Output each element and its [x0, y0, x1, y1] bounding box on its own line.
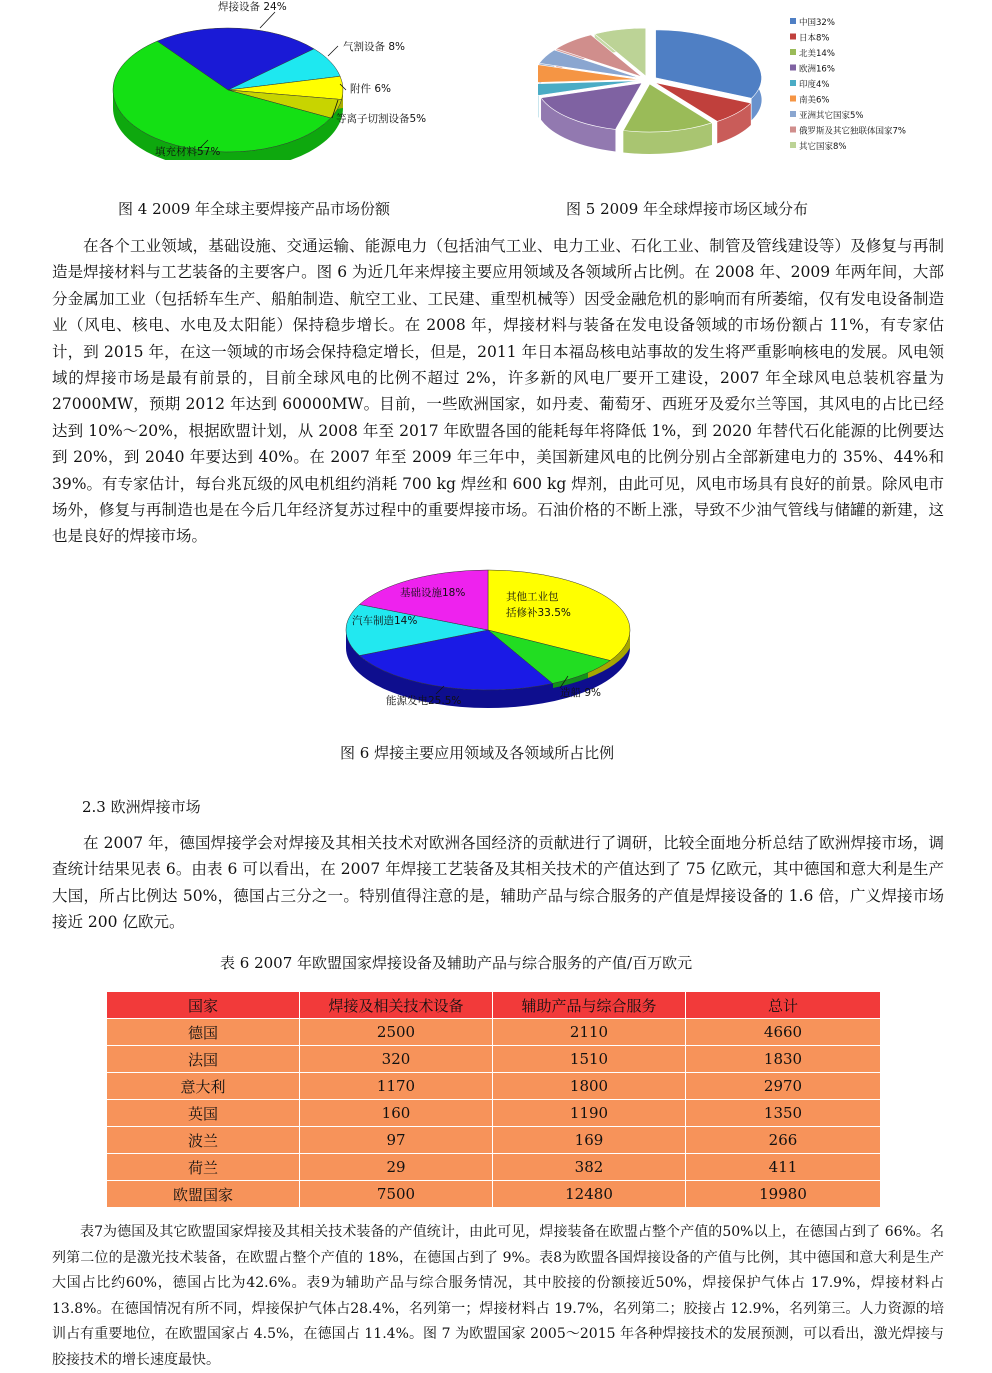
fig5-legend-swatch: [790, 142, 796, 148]
table-cell: 4660: [686, 1019, 881, 1046]
table6-wrapper: [106, 991, 881, 1208]
table6: [106, 991, 881, 1208]
table-header-cell: 辅助产品与综合服务: [493, 992, 686, 1019]
table-cell: 97: [300, 1127, 493, 1154]
fig5-legend-label: 印度4%: [799, 79, 830, 90]
table-cell: 266: [686, 1127, 881, 1154]
fig5-legend-swatch: [790, 49, 796, 55]
fig4-pie-chart: [100, 0, 460, 160]
table-cell: 英国: [107, 1100, 300, 1127]
fig5-legend-label: 北美14%: [799, 48, 835, 59]
figure-5: [538, 14, 938, 174]
table-cell: 2500: [300, 1019, 493, 1046]
table-header-row: [107, 992, 881, 1019]
table-cell: 欧盟国家: [107, 1181, 300, 1208]
table-row: [107, 1046, 881, 1073]
figure-6: [338, 560, 658, 710]
fig6-label-auto: 汽车制造14%: [352, 614, 417, 627]
fig5-legend-swatch: [790, 96, 796, 102]
fig6-label-shipbuilding: 造船 9%: [560, 686, 601, 699]
fig5-legend-swatch: [790, 111, 796, 117]
table-cell: 1170: [300, 1073, 493, 1100]
table-header-cell: 焊接及相关技术设备: [300, 992, 493, 1019]
table-cell: 382: [493, 1154, 686, 1181]
fig5-caption: 图 5 2009 年全球焊接市场区域分布: [566, 198, 808, 219]
fig5-legend-swatch: [790, 127, 796, 133]
fig5-legend-label: 南美6%: [799, 95, 830, 106]
fig5-legend-swatch: [790, 34, 796, 40]
fig5-legend: [790, 17, 906, 152]
table-header-cell: 总计: [686, 992, 881, 1019]
table-header-cell: 国家: [107, 992, 300, 1019]
fig4-caption: 图 4 2009 年全球主要焊接产品市场份额: [118, 198, 390, 219]
table-cell: 1800: [493, 1073, 686, 1100]
table-cell: 1190: [493, 1100, 686, 1127]
table-row: [107, 1127, 881, 1154]
table-row: [107, 1100, 881, 1127]
fig6-label-energy: 能源发电25.5%: [386, 694, 461, 707]
body-text: 在 2007 年，德国焊接学会对焊接及其相关技术对欧洲各国经济的贡献进行了调研，比较全面地分析总结了欧洲焊接市场，调查统计结果见表 6。由表 6 可以看出，在 2007 年焊接工艺装备及其相关技术的产值达到了 75 亿欧元，其中德国和意大利是生产大国，所占比例达 50%，德国占三分之一。特别值得注意的是，辅助产品与综合服务的产值是焊接设备的 1.6 倍，广义焊接市场接近 200 亿欧元。: [52, 830, 944, 936]
fig5-pie-chart: [538, 14, 938, 174]
fig5-legend-label: 其它国家8%: [799, 141, 847, 152]
body-text: 在各个工业领域，基础设施、交通运输、能源电力（包括油气工业、电力工业、石化工业、制管及管线建设等）及修复与再制造是焊接材料与工艺装备的主要客户。图 6 为近几年来焊接主要应用领域及各领域所占比例。在 2008 年、2009 年两年间，大部分金属加工业（包括轿车生产、船舶制造、航空工业、工民建、重型机械等）因受金融危机的影响而有所萎缩，仅有发电设备制造业（风电、核电、水电及太阳能）保持稳步增长。在 2008 年，焊接材料与装备在发电设备领域的市场份额占 11%，有专家估计，到 2015 年，在这一领域的市场会保持稳定增长，但是，2011 年日本福岛核电站事故的发生将严重影响核电的发展。风电领域的焊接市场是最有前景的，目前全球风电的比例不超过 2%，许多新的风电厂要开工建设，2007 年全球风电总装机容量为 27000MW，预期 2012 年达到 60000MW。目前，一些欧洲国家，如丹麦、葡萄牙、西班牙及爱尔兰等国，其风电的占比已经达到 10%～20%，根据欧盟计划，从 2008 年至 2017 年欧盟各国的能耗每年将降低 1%，到 2020 年替代石化能源的比例要达到 20%，到 2040 年要达到 40%。在 2007 年至 2009 年三年中，美国新建风电的比例分别占全部新建电力的 35%、44%和 39%。有专家估计，每台兆瓦级的风电机组约消耗 700 kg 焊丝和 600 kg 焊剂，由此可见，风电市场具有良好的前景。除风电市场外，修复与再制造也是在今后几年经济复苏过程中的重要焊接市场。石油价格的不断上涨，导致不少油气管线与储罐的新建，这也是良好的焊接市场。: [52, 233, 944, 550]
table-cell: 1830: [686, 1046, 881, 1073]
fig4-label-welding-equipment: 焊接设备 24%: [218, 0, 287, 13]
table-cell: 2110: [493, 1019, 686, 1046]
fig6-pie-chart: [338, 560, 658, 710]
table-cell: 320: [300, 1046, 493, 1073]
table-cell: 荷兰: [107, 1154, 300, 1181]
table-cell: 7500: [300, 1181, 493, 1208]
section-heading: 2.3 欧洲焊接市场: [82, 796, 201, 817]
fig4-label-accessories: 附件 6%: [350, 82, 391, 95]
table-cell: 德国: [107, 1019, 300, 1046]
fig6-label-infrastructure: 基础设施18%: [400, 586, 465, 599]
fig5-legend-label: 亚洲其它国家5%: [799, 110, 864, 121]
table-cell: 意大利: [107, 1073, 300, 1100]
table-cell: 波兰: [107, 1127, 300, 1154]
table-cell: 411: [686, 1154, 881, 1181]
table-cell: 12480: [493, 1181, 686, 1208]
table-cell: 1350: [686, 1100, 881, 1127]
table-row: [107, 1154, 881, 1181]
figure-4: [100, 0, 460, 160]
table-cell: 160: [300, 1100, 493, 1127]
body-text: 表7为德国及其它欧盟国家焊接及其相关技术装备的产值统计，由此可见，焊接装备在欧盟占整个产值的50%以上，在德国占到了 66%。名列第二位的是激光技术装备，在欧盟占整个产值的 18%，在德国占到了 9%。表8为欧盟各国焊接设备的产值与比例，其中德国和意大利是生产大国占比约60%，德国占比为42.6%。表9为辅助产品与综合服务情况，其中胶接的份额接近50%，焊接保护气体占 17.9%，焊接材料占 13.8%。在德国情况有所不同，焊接保护气体占28.4%，名列第一；焊接材料占 19.7%，名列第二；胶接占 12.9%，名列第三。人力资源的培训占有重要地位，在欧盟国家占 4.5%，在德国占 11.4%。图 7 为欧盟国家 2005～2015 年各种焊接技术的发展预测，可以看出，激光焊接与胶接技术的增长速度最快。: [52, 1220, 944, 1373]
body-paragraph-2: [52, 830, 944, 936]
table-cell: 19980: [686, 1181, 881, 1208]
table-cell: 2970: [686, 1073, 881, 1100]
body-paragraph-3: [52, 1220, 944, 1373]
fig6-label-other-1: 其他工业包: [506, 590, 559, 603]
table-row: [107, 1181, 881, 1208]
fig5-legend-label: 日本8%: [799, 33, 830, 44]
table-cell: 法国: [107, 1046, 300, 1073]
fig5-legend-label: 中国32%: [799, 17, 835, 28]
fig5-legend-swatch: [790, 65, 796, 71]
fig4-label-gas-cutting: 气割设备 8%: [343, 40, 405, 53]
table-row: [107, 1019, 881, 1046]
fig5-legend-swatch: [790, 80, 796, 86]
table-cell: 29: [300, 1154, 493, 1181]
table-row: [107, 1073, 881, 1100]
fig6-label-other-2: 括修补33.5%: [506, 606, 571, 619]
fig4-label-plasma-cutting: 等离子切割设备5%: [336, 112, 426, 125]
fig5-legend-label: 欧洲16%: [799, 64, 835, 75]
fig6-caption: 图 6 焊接主要应用领域及各领域所占比例: [340, 742, 614, 763]
table-cell: 169: [493, 1127, 686, 1154]
fig5-legend-swatch: [790, 18, 796, 24]
body-paragraph-1: [52, 233, 944, 550]
fig5-legend-label: 俄罗斯及其它独联体国家7%: [799, 126, 906, 137]
table6-caption: 表 6 2007 年欧盟国家焊接设备及辅助产品与综合服务的产值/百万欧元: [220, 952, 692, 973]
table-cell: 1510: [493, 1046, 686, 1073]
fig4-label-filler-material: 填充材料57%: [155, 145, 220, 158]
